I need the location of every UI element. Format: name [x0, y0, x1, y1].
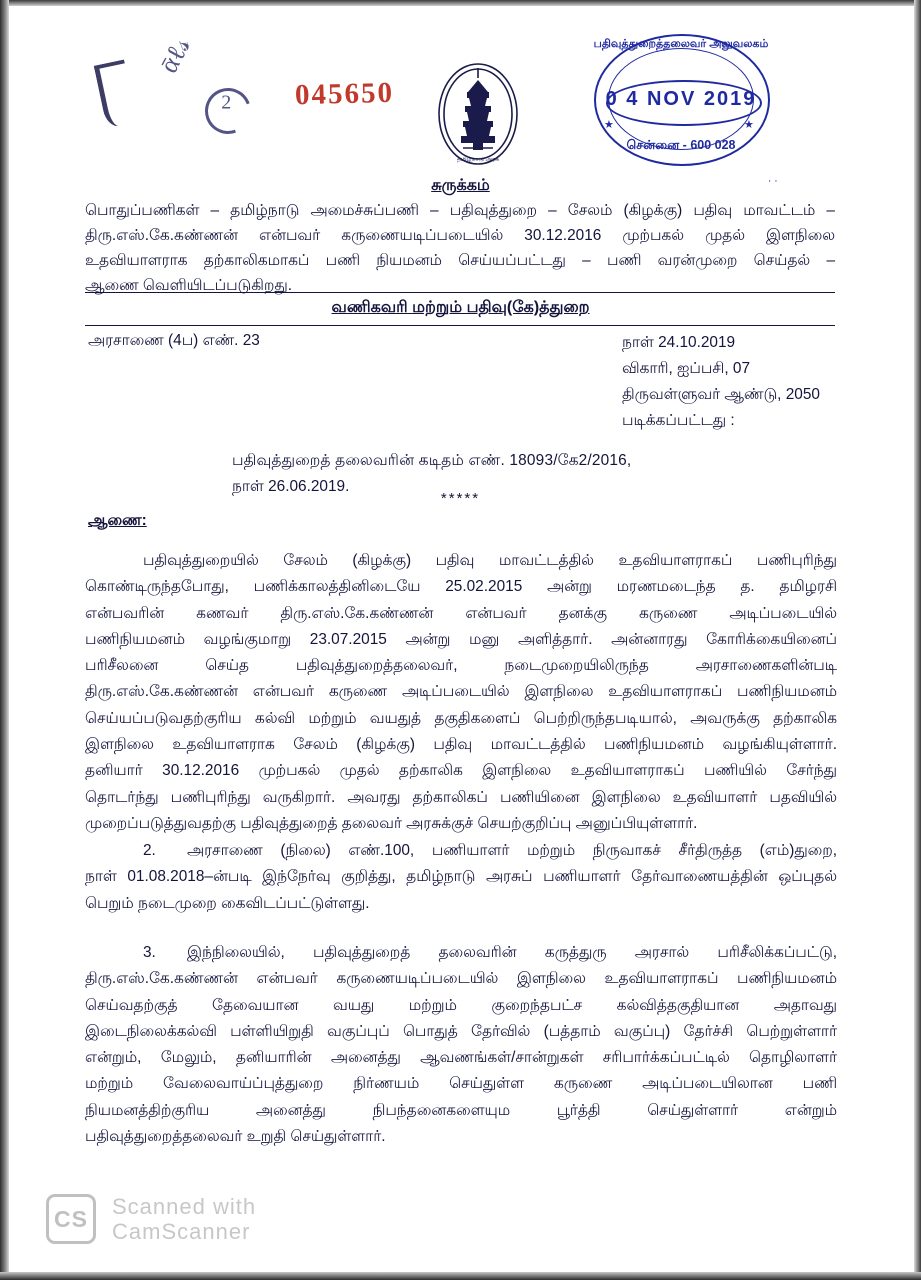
paragraph-line: திரு.எஸ்.கே.கண்ணன் என்பவர் கருணை அடிப்படையில் இளநிலை உதவியாளராகப் பணிநியமனம் [85, 683, 837, 701]
handwritten-initials: ᾱℓ𝓈 [153, 32, 197, 78]
paragraph-line: பரிசீலனை செய்த பதிவுத்துறைத்தலைவர், நடைமுறையிலிருந்த அரசாணைகளின்படி [85, 657, 837, 675]
pen-mark: ˙˙ [768, 178, 781, 193]
tamil-calendar-date: விகாரி, ஐப்பசி, 07 [622, 360, 751, 377]
paragraph-line: இளநிலை உதவியாளராக சேலம் (கிழக்கு) பதிவு மாவட்டத்தில் பணிநியமனம் வழங்கியுள்ளார். [85, 736, 837, 754]
camscanner-logo-icon: CS [46, 1194, 96, 1244]
paragraph-number: 3. [143, 944, 156, 961]
reference-line: பதிவுத்துறைத் தலைவரின் கடிதம் எண். 18093/கே2/2016, [232, 452, 632, 469]
government-order-number: அரசாணை (4ப) எண். 23 [88, 332, 260, 349]
department-title: வணிகவரி மற்றும் பதிவு(கே)த்துறை [331, 299, 590, 316]
handwritten-signature-loop: 2 [197, 80, 258, 141]
paragraph-line: பெறும் நடைமுறை கைவிடப்பட்டுள்ளது. [85, 894, 370, 912]
paragraph-line: 3. இந்நிலையில், பதிவுத்துறைத் தலைவரின் கருத்துரு அரசால் பரிசீலிக்கப்பட்டு, [85, 940, 837, 966]
order-paragraph-1 [85, 548, 837, 837]
order-paragraph-3 [85, 940, 837, 1150]
paragraph-line: தனியார் 30.12.2016 முற்பகல் முதல் தற்காலிக இளநிலை உதவியாளராகப் பணியில் சேர்ந்து [85, 762, 837, 780]
paragraph-line: என்றும், மேலும், தனியாரின் அனைத்து ஆவணங்கள்/சான்றுகள் சரிபார்க்கப்பட்டில் தொழிலாளர் [85, 1049, 837, 1067]
paragraph-line: நியமனத்திற்குரிய அனைத்து நிபந்தனைகளையும பூர்த்தி செய்துள்ளார் என்றும் [85, 1101, 837, 1119]
scan-edge-top [0, 0, 921, 6]
received-date-stamp: பதிவுத்துறைத்தலைவர் அலுவலகம் 0 4 NOV 2019 சென்னை - 600 028 ★ ★ [586, 32, 776, 167]
paragraph-number: 2. [143, 842, 156, 859]
order-label: ஆணை: [88, 512, 147, 529]
paragraph-line: பதிவுத்துறைத்தலைவர் உறுதி செய்துள்ளார். [85, 1128, 386, 1146]
handwritten-mark [94, 59, 138, 128]
paragraph-line: பதிவுத்துறையில் சேலம் (கிழக்கு) பதிவு மாவட்டத்தில் உதவியாளராகப் பணிபுரிந்து [143, 552, 837, 569]
stamp-date: 0 4 NOV 2019 [605, 88, 757, 110]
stamp-city: சென்னை - 600 028 [626, 138, 736, 152]
paragraph-line: தொடர்ந்து பணிபுரிந்து வருகிறார். அவரது தற்காலிகப் பணியினை இளநிலை உதவியாளர் பதவியில் [85, 788, 837, 806]
watermark-line-1: Scanned with [112, 1194, 257, 1219]
svg-text:தமிழ்நாடு அரசு: தமிழ்நாடு அரசு [456, 157, 500, 163]
paragraph-line: 2. அரசாணை (நிலை) எண்.100, பணியாளர் மற்றும் நிருவாகச் சீர்திருத்த (எம்)துறை, [85, 838, 837, 864]
paragraph-line: நாள் 01.08.2018–ன்படி இந்நேர்வு குறித்து, தமிழ்நாடு அரசுப் பணியாளர் தேர்வாணையத்தின் ஒப்புதல் [85, 868, 837, 886]
watermark-line-2: CamScanner [112, 1219, 251, 1244]
tamil-nadu-emblem-icon [437, 62, 519, 166]
camscanner-watermark [46, 1194, 256, 1244]
summary-heading: சுருக்கம் [431, 177, 490, 194]
paragraph-line: முறைப்படுத்துவதற்கு பதிவுத்துறைத் தலைவர் அரசுக்குச் செயற்குறிப்பு அனுப்பியுள்ளார். [85, 814, 698, 832]
abstract-block [85, 198, 835, 298]
reference-line: நாள் 26.06.2019. [232, 478, 350, 495]
abstract-line: பொதுப்பணிகள் – தமிழ்நாடு அமைச்சுப்பணி – பதிவுத்துறை – சேலம் (கிழக்கு) பதிவு மாவட்டம் – [85, 202, 835, 219]
abstract-line: ஆணை வெளியிடப்படுகிறது. [85, 277, 293, 294]
asterisk-separator: ***** [440, 490, 481, 507]
stamp-office-name: பதிவுத்துறைத்தலைவர் அலுவலகம் [593, 38, 769, 50]
paragraph-line: இடைநிலைக்கல்வி பள்ளியிறுதி வகுப்புப் பொதுத் தேர்வில் (பத்தாம் வகுப்பு) தேர்ச்சி பெற்றுள்ளார் [85, 1022, 837, 1040]
paragraph-line: செய்யப்படுவதற்குரிய கல்வி மற்றும் வயதுத் தகுதிகளைப் பெற்றிருந்தபடியால், அவருக்கு தற்காலிக [85, 709, 837, 727]
scan-edge-bottom [0, 1272, 921, 1280]
order-paragraph-2 [85, 838, 837, 917]
date-block [622, 330, 820, 434]
abstract-line: திரு.எஸ்.கே.கண்ணன் என்பவர் கருணையடிப்படையில் 30.12.2016 முற்பகல் முதல் இளநிலை [85, 227, 835, 244]
divider-rule [85, 325, 835, 326]
paragraph-line: என்பவரின் கணவர் திரு.எஸ்.கே.கண்ணன் என்பவர் தனக்கு கருணை அடிப்படையில் [85, 604, 837, 622]
paragraph-line: செய்வதற்குத் தேவையான வயது மற்றும் குறைந்தபட்ச கல்வித்தகுதியான அதாவது [85, 996, 837, 1014]
paragraph-line: பணிநியமனம் வழங்குமாறு 23.07.2015 அன்று மனு அளித்தார். அன்னாரது கோரிக்கையினைப் [85, 630, 837, 648]
paragraph-line: மற்றும் வேலைவாய்ப்புத்துறை நிர்ணயம் செய்துள்ள கருணை அடிப்படையிலான பணி [85, 1075, 837, 1093]
paragraph-line: கொண்டிருந்தபோது, பணிக்காலத்தினிடையே 25.02.2015 அன்று மரணமடைந்த த. தமிழரசி [85, 578, 837, 596]
thiruvalluvar-year: திருவள்ளுவர் ஆண்டு, 2050 [622, 386, 820, 403]
read-label: படிக்கப்பட்டது : [622, 412, 735, 429]
camscanner-text [112, 1194, 256, 1244]
divider-rule [85, 292, 835, 293]
abstract-line: உதவியாளராக தற்காலிகமாகப் பணி நியமனம் செய்யப்பட்டது – பணி வரன்முறை செய்தல் – [85, 252, 835, 269]
gregorian-date: நாள் 24.10.2019 [622, 334, 736, 351]
stamp-serial-number: 045650 [294, 76, 395, 112]
paragraph-line: திரு.எஸ்.கே.கண்ணன் என்பவர் கருணையடிப்படையில் இளநிலை உதவியாளராகப் பணிநியமனம் [85, 970, 837, 988]
